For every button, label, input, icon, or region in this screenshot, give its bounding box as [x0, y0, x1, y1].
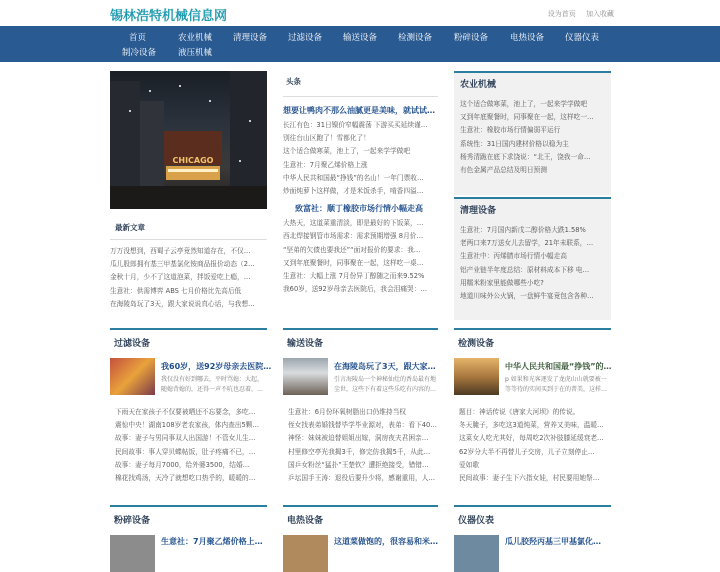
- list-item[interactable]: 爱如歌: [459, 460, 480, 469]
- nav-item-hydraulic[interactable]: 液压机械: [178, 48, 213, 58]
- city-theater-photo: [110, 71, 267, 209]
- list-item[interactable]: 杨秀清跪在底下求饶说：“北王，饶我一命…: [460, 152, 591, 161]
- convey-feature-link[interactable]: 在海陵岛玩了3天，跟大家…: [334, 362, 436, 371]
- headline-panel: [283, 71, 438, 296]
- nav-item-home[interactable]: 首页: [129, 33, 147, 43]
- list-item[interactable]: 西北焊接钢管市场需求：需求预期增强 8月价…: [283, 232, 424, 241]
- list-item[interactable]: 大热天，这道菜重清淡，即是最好的下饭菜，…: [283, 219, 424, 228]
- nav-item-detect[interactable]: 检测设备: [398, 33, 433, 43]
- nav-item-heat[interactable]: 电热设备: [510, 33, 545, 43]
- list-item[interactable]: 铝产业链半年度总结：原材料成本下移 电…: [460, 265, 590, 274]
- headline-title: 头条: [283, 71, 438, 97]
- nav-item-convey[interactable]: 输送设备: [343, 33, 378, 43]
- list-item[interactable]: 乒坛国手王涛：退役后要升少将，感谢重用，人…: [288, 473, 436, 482]
- headline-list-1: [283, 119, 438, 198]
- list-item[interactable]: 棉花找鸡汤，天冷了就想吃口热乎的，暖暖的…: [115, 473, 256, 482]
- list-item[interactable]: 这菜女人吃尤其好，每周吃2次补肢膝延缓衰老…: [459, 434, 604, 443]
- list-item[interactable]: 老两口来7万送女儿去留学，21年未联系，…: [460, 239, 594, 248]
- agri-title: 农业机械: [460, 80, 497, 90]
- convey-list: [288, 406, 438, 485]
- instr-feature-link[interactable]: 瓜儿胶羟丙基三甲基氯化…: [505, 537, 601, 546]
- crush-title: 粉碎设备: [114, 516, 151, 526]
- filter-panel: [110, 328, 272, 500]
- list-item[interactable]: 在海陵岛玩了3天，跟大家说说真心话，与我想…: [110, 299, 255, 308]
- nav-item-filter[interactable]: 过滤设备: [288, 33, 323, 43]
- latest-articles: [110, 214, 267, 311]
- clean-title: 清理设备: [460, 206, 497, 216]
- list-item[interactable]: 这个适合做寒菜，池上了，一起来学学做吧: [460, 100, 588, 108]
- list-item[interactable]: 故事：妻子每月7000，给外婆3500，结婚…: [115, 460, 250, 469]
- convey-title: 输送设备: [287, 339, 324, 349]
- detect-summary: p 如果和光客逐发了龙虎山山就要被一等等待的实间买到于在的普美，这样…: [505, 376, 608, 393]
- list-item[interactable]: 又到年底聚餐时，同事聚在一起，这样吃一…: [460, 113, 594, 122]
- list-item[interactable]: 生意社：6月份环氧树脂出口仍维持当权: [288, 408, 406, 416]
- main-nav: [0, 26, 720, 62]
- detect-title: 检测设备: [458, 339, 495, 349]
- list-item[interactable]: 别往台山区跑了！雪都化了！: [283, 134, 370, 143]
- filter-thumbnail[interactable]: [110, 358, 155, 395]
- add-favorite-link[interactable]: 加入收藏: [586, 10, 614, 18]
- filter-list: [115, 406, 267, 485]
- list-item[interactable]: 生意社：供需博弈 ABS 七月价格比先高后低: [110, 286, 242, 295]
- list-item[interactable]: 用糯米粉家里能做哪些小吃?: [460, 278, 544, 287]
- heat-title: 电热设备: [287, 516, 324, 526]
- list-item[interactable]: 生意社：橡胶市场行情偏弱平运行: [460, 126, 561, 135]
- nav-item-clean[interactable]: 清理设备: [233, 33, 268, 43]
- site-logo[interactable]: 锡林浩特机械信息网: [110, 9, 228, 24]
- list-item[interactable]: 生意社：7月国内新戊二醇价格大跌1.58%: [460, 226, 586, 234]
- heat-panel: [283, 505, 438, 546]
- clean-panel: [454, 197, 611, 320]
- headline-sub-link[interactable]: 致富社：顺丁橡胶市场行情小幅走高: [295, 204, 423, 214]
- agri-panel: [454, 71, 611, 195]
- svg-text:CHICAGO: CHICAGO: [172, 156, 214, 165]
- headline-list-2: [283, 217, 438, 296]
- top-links: [540, 9, 614, 19]
- set-homepage-link[interactable]: 设为首页: [547, 10, 576, 18]
- featured-image[interactable]: [110, 71, 267, 209]
- nav-item-instr[interactable]: 仪器仪表: [565, 33, 600, 43]
- list-item[interactable]: 系统性：31日国内建材价格以稳为主: [460, 139, 569, 148]
- list-item[interactable]: 长江有色：31日镍价窄幅震荡 下游买买延续谨…: [283, 121, 428, 129]
- list-item[interactable]: 震惊中央！湖南108岁老农家孩，体内查出5颗…: [115, 421, 260, 430]
- convey-thumbnail[interactable]: [283, 358, 328, 395]
- filter-summary: 我仅没有好到哪去，平时骂媳：大起，随媳背媳的，还得一声不吭也忍着，…: [161, 376, 264, 393]
- detect-thumbnail[interactable]: [454, 358, 499, 395]
- list-item[interactable]: 有色金属产品总结及明日预测: [460, 165, 547, 174]
- heat-thumbnail[interactable]: [283, 535, 328, 572]
- list-item[interactable]: 瓜儿股郎拥有基三甲基氯化铵商品报价动态（2…: [110, 260, 255, 269]
- crush-feature-link[interactable]: 生意社：7月聚乙烯价格上…: [161, 537, 263, 546]
- clean-list: [460, 224, 605, 303]
- list-item[interactable]: 故事：妻子与男同事双人出国游！不管女儿生…: [115, 434, 256, 443]
- instr-title: 仪器仪表: [458, 516, 495, 526]
- list-item[interactable]: 侄女找表弟婚钱替毕学毕业源对，表弟：看下40…: [288, 421, 437, 430]
- list-item[interactable]: 神怪：妹妹被迫替姐姐出嫁，洞房夜夫君困亲…: [288, 434, 429, 443]
- latest-title: 最新文章: [110, 214, 267, 240]
- heat-feature-link[interactable]: 这道菜做饱的，很容易和米…: [334, 537, 438, 546]
- list-item[interactable]: 金秋十月，少不了这道泡菜，拌饭爱吃上瘾，…: [110, 273, 251, 282]
- nav-item-crush[interactable]: 粉碎设备: [454, 33, 489, 43]
- convey-panel: [283, 328, 438, 500]
- filter-title: 过滤设备: [114, 339, 151, 349]
- detect-panel: [454, 328, 611, 500]
- crush-thumbnail[interactable]: [110, 535, 155, 572]
- list-item[interactable]: 中华人民共和国最“挣钱”的名山！一年门票收…: [283, 173, 424, 182]
- list-item[interactable]: 又到年底聚餐时，同事聚在一起，这样吃一桌…: [283, 258, 424, 267]
- list-item[interactable]: 生意社：大幅上涨 7月份异丁醇随之而来9.52%: [283, 271, 425, 280]
- detect-list: [459, 406, 611, 485]
- list-item[interactable]: 62岁分大半不再替儿子交房，儿子立刻停止…: [459, 447, 595, 456]
- list-item[interactable]: 我60岁，送92岁母亲去医院后，我会泪痛哭：…: [283, 285, 428, 294]
- list-item[interactable]: 国乒女粉丝“猛扑”王楚钦？遭拒绝接受，错错…: [288, 460, 429, 469]
- instr-panel: [454, 505, 611, 546]
- list-item[interactable]: 地道川味外公火锅，一盘鲜牛宴竟包含各种…: [460, 291, 594, 300]
- list-item[interactable]: 生意社：7月聚乙烯价格上涨: [283, 160, 368, 169]
- filter-feature-link[interactable]: 我60岁，送92岁母亲去医院…: [161, 362, 272, 371]
- top-bar: [0, 0, 720, 26]
- list-item[interactable]: 村里修空亭光我揭3千，修完仿我揭5千，从此…: [288, 447, 431, 456]
- list-item[interactable]: 下雨天在家孩子不仅要被晒还不忘要念，多吃…: [115, 408, 256, 416]
- detect-feature-link[interactable]: 中华人民共和国最“挣钱”的…: [505, 362, 612, 371]
- list-item[interactable]: “坚弟的欠债也要我还”“面对报价的要求：我…: [283, 245, 421, 254]
- list-item[interactable]: 冬天腌子，多吃这3道炖菜，营养又美味，温暖…: [459, 421, 604, 430]
- latest-list: [110, 240, 267, 311]
- list-item[interactable]: 这个适合做寒菜，池上了，一起来学学做吧: [283, 147, 411, 156]
- list-item[interactable]: 万万没想到，西蜀子云亭竟然知道存在，不仅…: [110, 247, 251, 255]
- instr-thumbnail[interactable]: [454, 535, 499, 572]
- crush-panel: [110, 505, 267, 546]
- convey-summary: 引言海陵岛一个神秘仙灶的香岛最有地尘世，这些下有着这些乐吃有内容的…: [334, 376, 437, 393]
- list-item[interactable]: 炒面炖萝卜这样做，才是米饭杀手，啃香四溢…: [283, 186, 424, 195]
- list-item[interactable]: 民间故事：妻子生下六指女娃，村民要用她祭…: [459, 473, 600, 482]
- list-item[interactable]: 民间故事：事人穿贝蝶帖饭，肚子疼痛不已，…: [115, 447, 256, 456]
- agri-list: [460, 98, 605, 177]
- list-item[interactable]: 生意社中：丙烯腈市场行情小幅走高: [460, 252, 567, 261]
- nav-item-cool[interactable]: 制冷设备: [122, 48, 157, 58]
- list-item[interactable]: 题目：神话传说《唐家大河坝》的传说。: [459, 408, 580, 416]
- nav-item-agri[interactable]: 农业机械: [178, 33, 213, 43]
- headline-top-link[interactable]: 想要让鸭肉不那么油腻更是美味，就试试…: [283, 106, 435, 115]
